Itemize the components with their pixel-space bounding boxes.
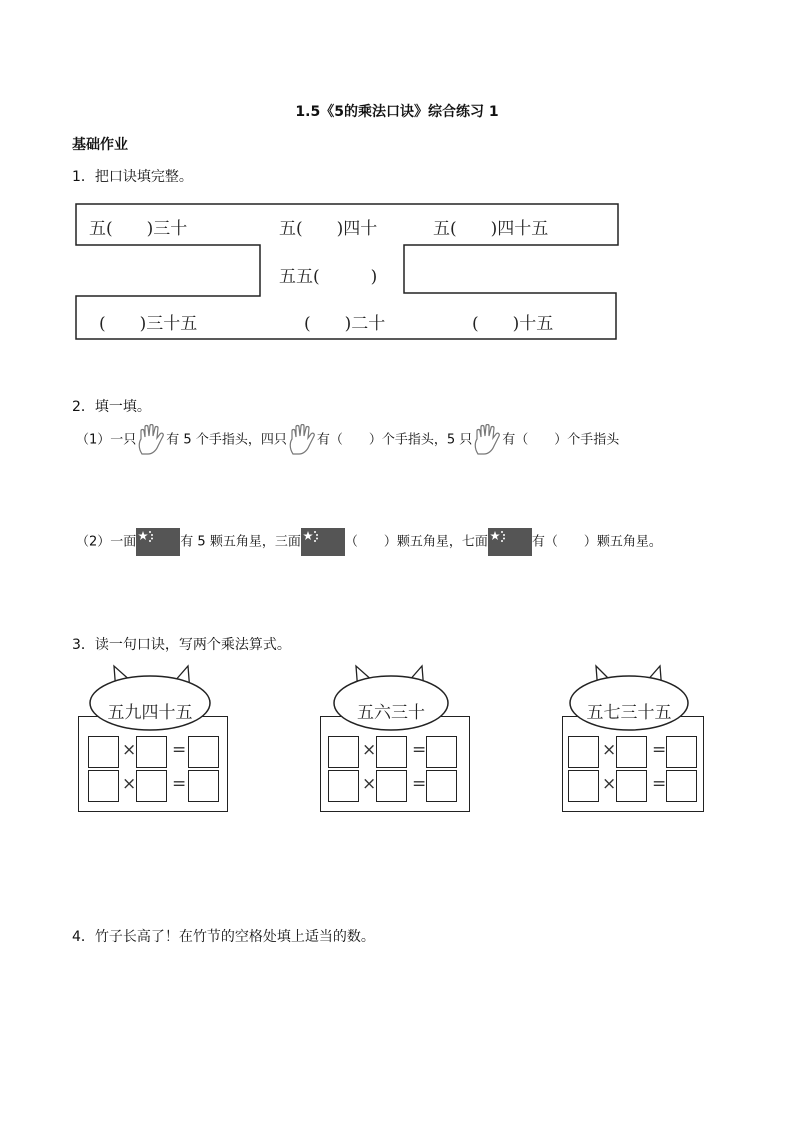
answer-box[interactable]: [376, 736, 407, 768]
times-sign: ×: [362, 740, 377, 760]
equals-sign: =: [652, 740, 667, 760]
answer-box[interactable]: [616, 770, 647, 802]
q2-p1-text-c: 有（ ）个手指头，5 只: [316, 432, 473, 448]
q2-p1-text-b: 有 5 个手指头，四只: [166, 432, 287, 448]
q2-p2-text-b: 有 5 颗五角星，三面: [180, 534, 301, 550]
q2-part-2: [76, 528, 662, 556]
q1-item-6: ( )二十: [304, 314, 386, 334]
q2-p1-text-a: （1）一只: [76, 432, 137, 448]
equals-sign: =: [172, 774, 187, 794]
q2-p2-text-d: 有（ ）颗五角星。: [531, 534, 662, 550]
answer-box[interactable]: [426, 736, 457, 768]
q3-card-1: [76, 662, 232, 814]
answer-box[interactable]: [136, 770, 167, 802]
q2-part-1: [76, 424, 619, 456]
equals-sign: =: [172, 740, 187, 760]
equals-sign: =: [412, 774, 427, 794]
answer-box[interactable]: [328, 736, 359, 768]
answer-box[interactable]: [188, 736, 219, 768]
q3-card-2: [318, 662, 474, 814]
q1-item-5: ( )三十五: [99, 314, 198, 334]
times-sign: ×: [362, 774, 377, 794]
answer-box[interactable]: [376, 770, 407, 802]
answer-box[interactable]: [666, 736, 697, 768]
hand-icon: [136, 424, 166, 456]
q2-p2-text-a: （2）一面: [76, 534, 137, 550]
q4-heading: 4．竹子长高了！在竹节的空格处填上适当的数。: [72, 929, 375, 945]
q2-p2-text-c: （ ）颗五角星，七面: [344, 534, 488, 550]
q1-item-7: ( )十五: [472, 314, 554, 334]
answer-box[interactable]: [616, 736, 647, 768]
times-sign: ×: [122, 774, 137, 794]
answer-box[interactable]: [188, 770, 219, 802]
equals-sign: =: [412, 740, 427, 760]
answer-box[interactable]: [88, 736, 119, 768]
q3-heading: 3．读一句口诀，写两个乘法算式。: [72, 637, 291, 653]
answer-box[interactable]: [136, 736, 167, 768]
answer-box[interactable]: [88, 770, 119, 802]
flag-icon: [488, 528, 532, 556]
section-heading: 基础作业: [72, 137, 128, 153]
answer-box[interactable]: [568, 770, 599, 802]
q1-item-4: 五五( ): [279, 267, 378, 287]
times-sign: ×: [602, 774, 617, 794]
q1-item-3: 五( )四十五: [433, 219, 549, 239]
mnemonic-text: 五九四十五: [107, 703, 193, 723]
answer-box[interactable]: [568, 736, 599, 768]
answer-box[interactable]: [666, 770, 697, 802]
hand-icon: [472, 424, 502, 456]
answer-box[interactable]: [328, 770, 359, 802]
flag-icon: [301, 528, 345, 556]
answer-box[interactable]: [426, 770, 457, 802]
q1-heading: 1．把口诀填完整。: [72, 169, 193, 185]
equals-sign: =: [652, 774, 667, 794]
q2-heading: 2．填一填。: [72, 399, 151, 415]
hand-icon: [287, 424, 317, 456]
mnemonic-text: 五七三十五: [586, 703, 672, 723]
mnemonic-text: 五六三十: [357, 703, 425, 723]
q2-p1-text-d: 有（ ）个手指头: [502, 432, 620, 448]
page-title: 1.5《5的乘法口诀》综合练习 1: [295, 104, 499, 120]
q1-item-2: 五( )四十: [279, 219, 378, 239]
q1-item-1: 五( )三十: [89, 219, 188, 239]
flag-icon: [136, 528, 180, 556]
q3-card-3: [562, 662, 718, 814]
times-sign: ×: [602, 740, 617, 760]
times-sign: ×: [122, 740, 137, 760]
